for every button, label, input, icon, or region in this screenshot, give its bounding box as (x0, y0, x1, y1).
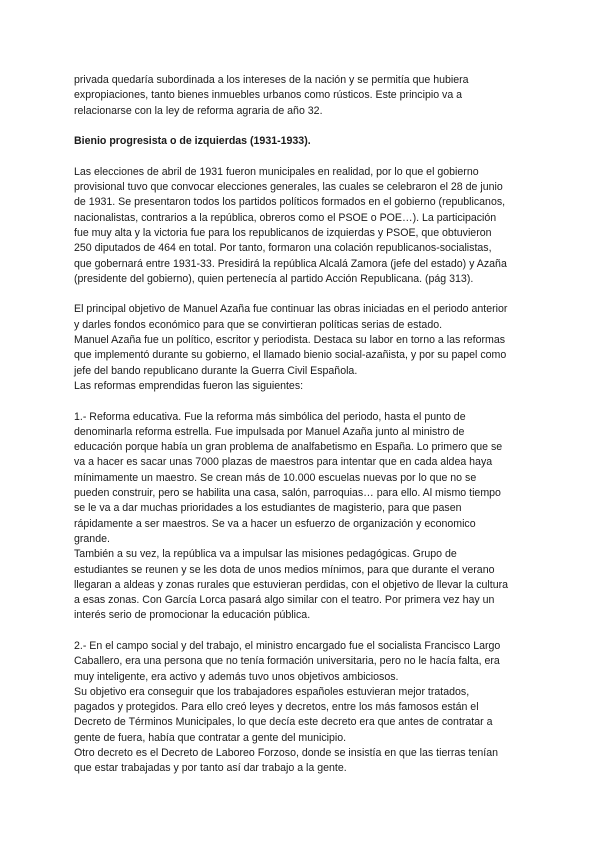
text-line: Otro decreto es el Decreto de Laboreo Forzoso, donde se insistía en que las tierras tenían (74, 747, 498, 760)
text-line: de 1931. Se presentaron todos los partidos políticos formados en el gobierno (republicanos, (74, 196, 506, 209)
text-line: va a hacer es sacar unas 7000 plazas de maestros para intentar que en cada aldea haya (74, 456, 493, 469)
text-line: Las reformas emprendidas fueron las siguientes: (74, 379, 304, 392)
paragraph-gap (74, 149, 534, 164)
text-line: gente de fuera, había que contratar a gente del municipio. (74, 731, 347, 744)
text-line: se le va a dar muchas prioridades a los estudiantes de magisterio, para que pasen (74, 502, 462, 515)
paragraph (74, 165, 534, 287)
text-line: y darles fondos económico para que se convirtieran políticas serias de estado. (74, 318, 443, 331)
paragraph-gap (74, 624, 534, 639)
text-line: que estar trabajadas y por tanto así dar trabajo a la gente. (74, 762, 347, 775)
text-line: grande. (74, 532, 110, 545)
text-line: Caballero, era una persona que no tenía formación universitaria, pero no le hacía falta, era (74, 655, 500, 668)
text-line: interés serio de promocionar la educación pública. (74, 609, 311, 622)
text-line: jefe del bando republicano durante la Guerra Civil Española. (74, 364, 358, 377)
text-line: llegaran a aldeas y zonas rurales que estuvieran perdidas, con el objetivo de llevar la cultura (74, 578, 509, 591)
text-line: 2.- En el campo social y del trabajo, el ministro encargado fue el socialista Francisco Largo (74, 639, 501, 652)
text-line: educación porque había un gran problema de analfabetismo en España. Lo primero que se (74, 441, 503, 454)
text-line: Las elecciones de abril de 1931 fueron municipales en realidad, por lo que el gobierno (74, 165, 479, 178)
text-line: Su objetivo era conseguir que los trabajadores españoles estuvieran mejor tratados, (74, 685, 470, 698)
section-heading (74, 134, 534, 149)
text-line: a esas zonas. Con García Lorca pasará algo similar con el teatro. Por primera vez hay un (74, 594, 495, 607)
text-line: pueden construir, pero se habilita una casa, salón, parroquias… para ello. Al mismo tiempo (74, 487, 501, 500)
text-line: rápidamente a ser maestros. Se va a hacer un esfuerzo de organización y economico (74, 517, 476, 530)
text-line: Bienio progresista o de izquierdas (1931-1933). (74, 135, 311, 148)
paragraph (74, 302, 534, 394)
text-line: relacionarse con la ley de reforma agraria de año 32. (74, 104, 323, 117)
text-line: que implementó durante su gobierno, el llamado bienio social-azañista, y por su papel como (74, 349, 507, 362)
paragraph-gap (74, 119, 534, 134)
text-line: mínimamente un maestro. Se crean más de 10.000 escuelas nuevas por lo que no se (74, 471, 477, 484)
text-line: El principal objetivo de Manuel Azaña fue continuar las obras iniciadas en el periodo anterior (74, 303, 508, 316)
text-line: estudiantes se reunen y se les dota de unos medios mínimos, para que durante el verano (74, 563, 495, 576)
paragraph (74, 639, 534, 777)
text-line: expropiaciones, tanto bienes inmuebles urbanos como rústicos. Este principio va a (74, 89, 463, 102)
text-line: que gobernará entre 1931-33. Presidirá la república Alcalá Zamora (jefe del estado) y Azaña (74, 257, 507, 270)
paragraph (74, 410, 534, 624)
text-line: Manuel Azaña fue un político, escritor y periodista. Destaca su labor en torno a las reformas (74, 334, 506, 347)
text-line: pagados y protegidos. Para ello creó leyes y decretos, entre los más famosos están el (74, 701, 479, 714)
text-line: muy inteligente, era activo y además tuvo unos objetivos ambiciosos. (74, 670, 399, 683)
text-line: También a su vez, la república va a impulsar las misiones pedagógicas. Grupo de (74, 548, 457, 561)
text-line: (presidente del gobierno), quien pertenecía al partido Acción Republicana. (pág 313). (74, 272, 474, 285)
text-line: nacionalistas, contrarios a la república, obreros como el PSOE o POE…). La participación (74, 211, 497, 224)
text-line: 250 diputados de 464 en total. Por tanto, formaron una colación republicanos-socialistas, (74, 242, 492, 255)
text-line: privada quedaría subordinada a los intereses de la nación y se permitía que hubiera (74, 74, 469, 86)
paragraph (74, 73, 534, 119)
paragraph-gap (74, 287, 534, 302)
document-body (74, 73, 534, 777)
text-line: fue muy alta y la victoria fue para los republicanos de izquierdas y PSOE, que obtuvieron (74, 226, 492, 239)
text-line: denominarla reforma estrella. Fue impulsada por Manuel Azaña junto al ministro de (74, 425, 465, 438)
text-line: 1.- Reforma educativa. Fue la reforma más simbólica del periodo, hasta el punto de (74, 410, 466, 423)
paragraph-gap (74, 394, 534, 409)
text-line: Decreto de Términos Municipales, lo que decía este decreto era que antes de contratar a (74, 716, 493, 729)
text-line: provisional tuvo que convocar elecciones generales, las cuales se celebraron el 28 de junio (74, 181, 503, 194)
